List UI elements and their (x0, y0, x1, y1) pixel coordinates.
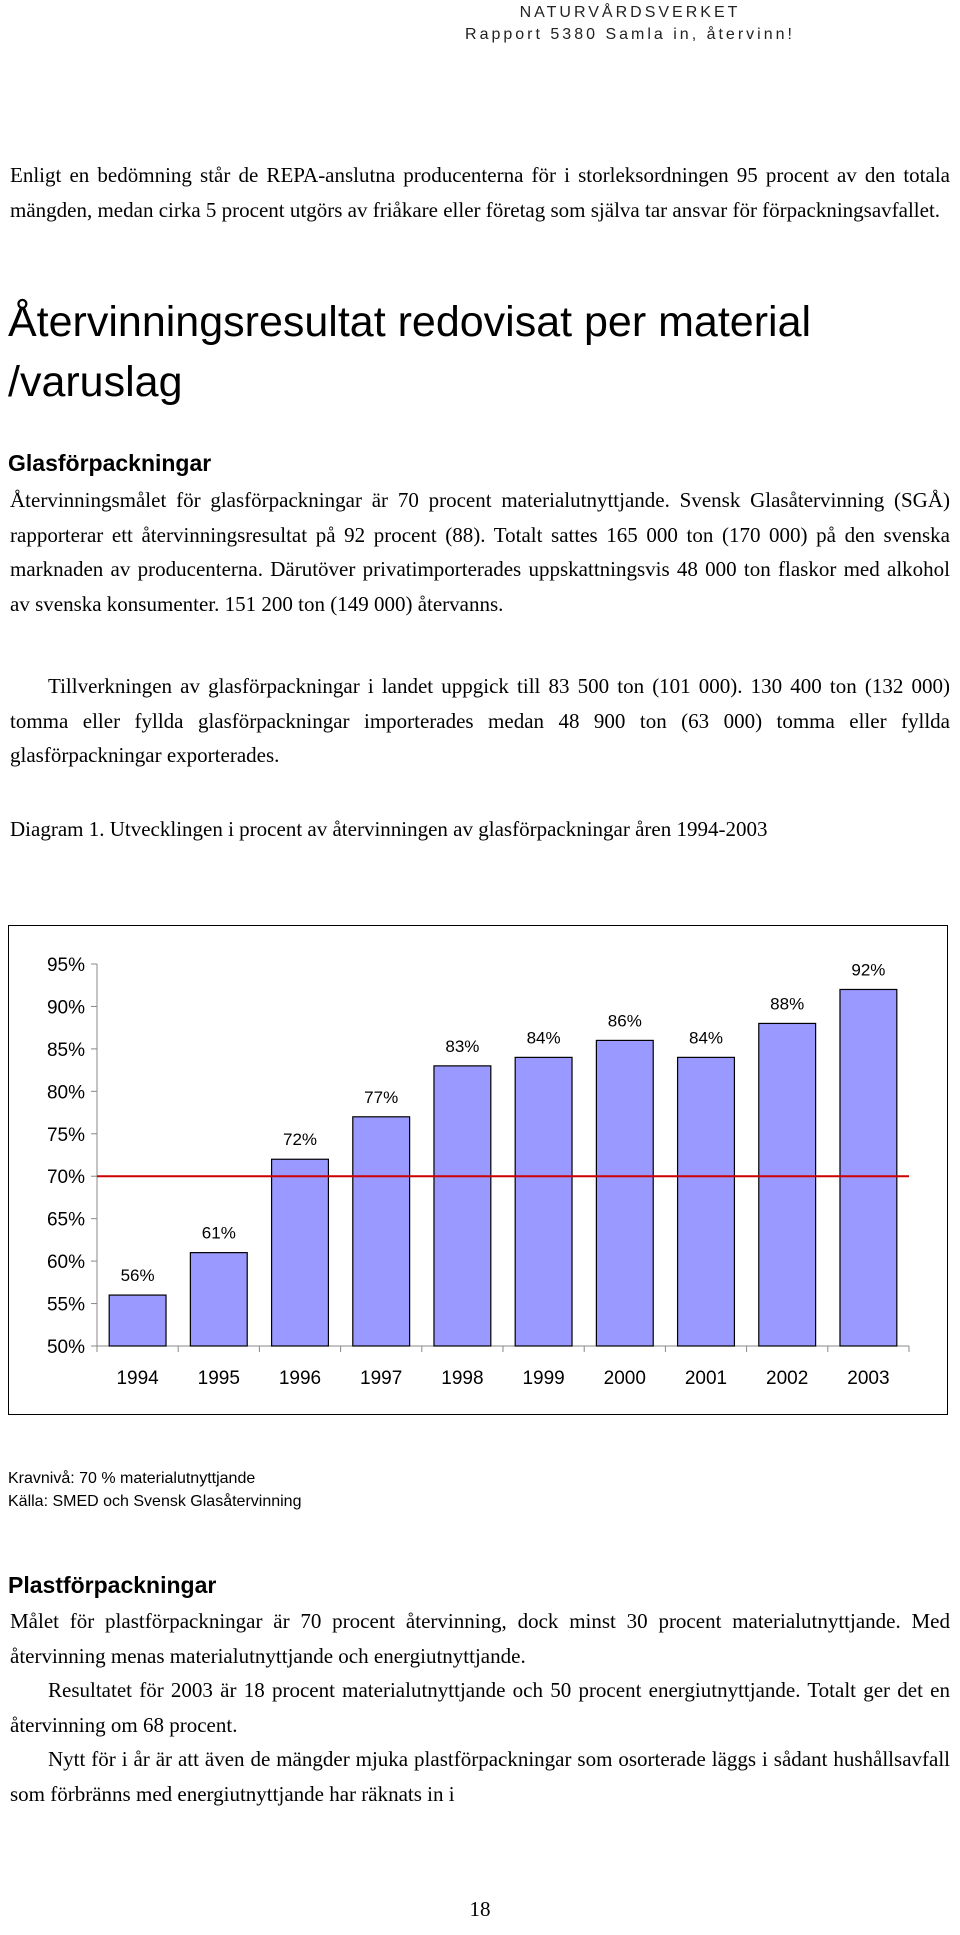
y-tick-label: 95% (46, 955, 85, 976)
data-label: 92% (851, 960, 886, 980)
x-tick-label: 1996 (278, 1368, 322, 1389)
data-label: 61% (201, 1223, 236, 1243)
bar (109, 1295, 166, 1346)
x-tick-label: 1999 (522, 1368, 565, 1389)
header-org: NATURVÅRDSVERKET (519, 4, 741, 21)
intro-paragraph: Enligt en bedömning står de REPA-anslutna producenterna för i storleksordningen 95 procent av den totala mängden, medan cirka 5 procent utgörs av friåkare eller företag som själva tar ansvar för förpackningsavfallet. (10, 163, 950, 222)
chart-note-level: Kravnivå: 70 % materialutnyttjande (8, 1470, 256, 1487)
data-label: 88% (770, 994, 805, 1014)
y-tick-label: 65% (46, 1209, 85, 1231)
glass-recycling-chart (9, 926, 949, 1416)
x-tick-label: 2000 (603, 1368, 646, 1389)
glass-paragraph-2: Tillverkningen av glasförpackningar i landet uppgick till 83 500 ton (101 000). 130 400 ton (132 000) tomma eller fyllda glasförpackningar importerades medan 48 900 ton (63 000) tomma eller fyllda glasförpackningar exporterades. (10, 674, 950, 767)
chart-note-source: Källa: SMED och Svensk Glasåtervinning (8, 1493, 302, 1510)
bar (678, 1057, 735, 1346)
x-tick-label: 1997 (360, 1368, 403, 1389)
y-tick-label: 60% (46, 1252, 85, 1274)
y-tick-label: 50% (46, 1337, 85, 1358)
glass-paragraph-1: Återvinningsmålet för glasförpackningar är 70 procent materialutnyttjande. Svensk Glasåtervinning (SGÅ) rapporterar ett återvinningsresultat på 92 procent (88). Totalt sattes 165 000 ton (170 000) på den svenska marknaden av producenterna. Därutöver privatimporterades uppskattningsvis 48 000 ton flaskor med alkohol av svenska konsumenter. 151 200 ton (149 000) återvanns. (10, 488, 950, 616)
plastic-heading: Plastförpackningar (8, 1572, 217, 1598)
bar (840, 989, 897, 1346)
x-tick-label: 1998 (441, 1368, 484, 1389)
plastic-paragraph-1: Målet för plastförpackningar är 70 procent återvinning, dock minst 30 procent materialutnyttjande. Med återvinning menas materialutnyttjande och energiutnyttjande. (10, 1609, 950, 1668)
glass-heading: Glasförpackningar (8, 450, 212, 476)
y-tick-label: 90% (46, 997, 85, 1019)
page-number: 18 (469, 1897, 491, 1921)
x-tick-label: 1994 (116, 1368, 159, 1389)
y-tick-label: 80% (46, 1082, 85, 1104)
header-report: Rapport 5380 Samla in, återvinn! (465, 26, 795, 43)
x-tick-label: 1995 (197, 1368, 240, 1389)
bar (434, 1066, 491, 1346)
x-tick-label: 2002 (766, 1368, 809, 1389)
bar (515, 1057, 572, 1346)
plastic-paragraph-3: Nytt för i år är att även de mängder mjuka plastförpackningar som osorterade läggs i sådant hushållsavfall som förbränns med energiutnyttjande har räknats in i (10, 1747, 950, 1806)
data-label: 77% (364, 1087, 399, 1107)
y-tick-label: 75% (46, 1124, 85, 1146)
chart-frame (8, 925, 948, 1415)
x-tick-label: 2001 (684, 1368, 728, 1389)
bar (353, 1117, 410, 1346)
data-label: 86% (607, 1011, 642, 1031)
diagram-caption: Diagram 1. Utvecklingen i procent av återvinningen av glasförpackningar åren 1994-2003 (10, 817, 768, 841)
data-label: 83% (445, 1036, 480, 1056)
y-tick-label: 55% (46, 1294, 85, 1316)
bar (759, 1023, 816, 1346)
page-header (0, 2, 960, 46)
data-label: 72% (282, 1130, 318, 1150)
bar (272, 1159, 329, 1346)
data-label: 56% (120, 1266, 155, 1286)
y-tick-label: 85% (46, 1039, 85, 1061)
y-tick-label: 70% (46, 1167, 85, 1189)
data-label: 84% (526, 1028, 561, 1048)
section-title: Återvinningsresultat redovisat per material /varuslag (8, 298, 812, 406)
plastic-paragraph-2: Resultatet för 2003 är 18 procent materialutnyttjande och 50 procent energiutnyttjande. Totalt ger det en återvinning om 68 procent. (10, 1678, 950, 1737)
x-tick-label: 2003 (847, 1368, 890, 1389)
bar (596, 1040, 653, 1346)
data-label: 84% (688, 1028, 724, 1048)
bar (190, 1253, 247, 1346)
